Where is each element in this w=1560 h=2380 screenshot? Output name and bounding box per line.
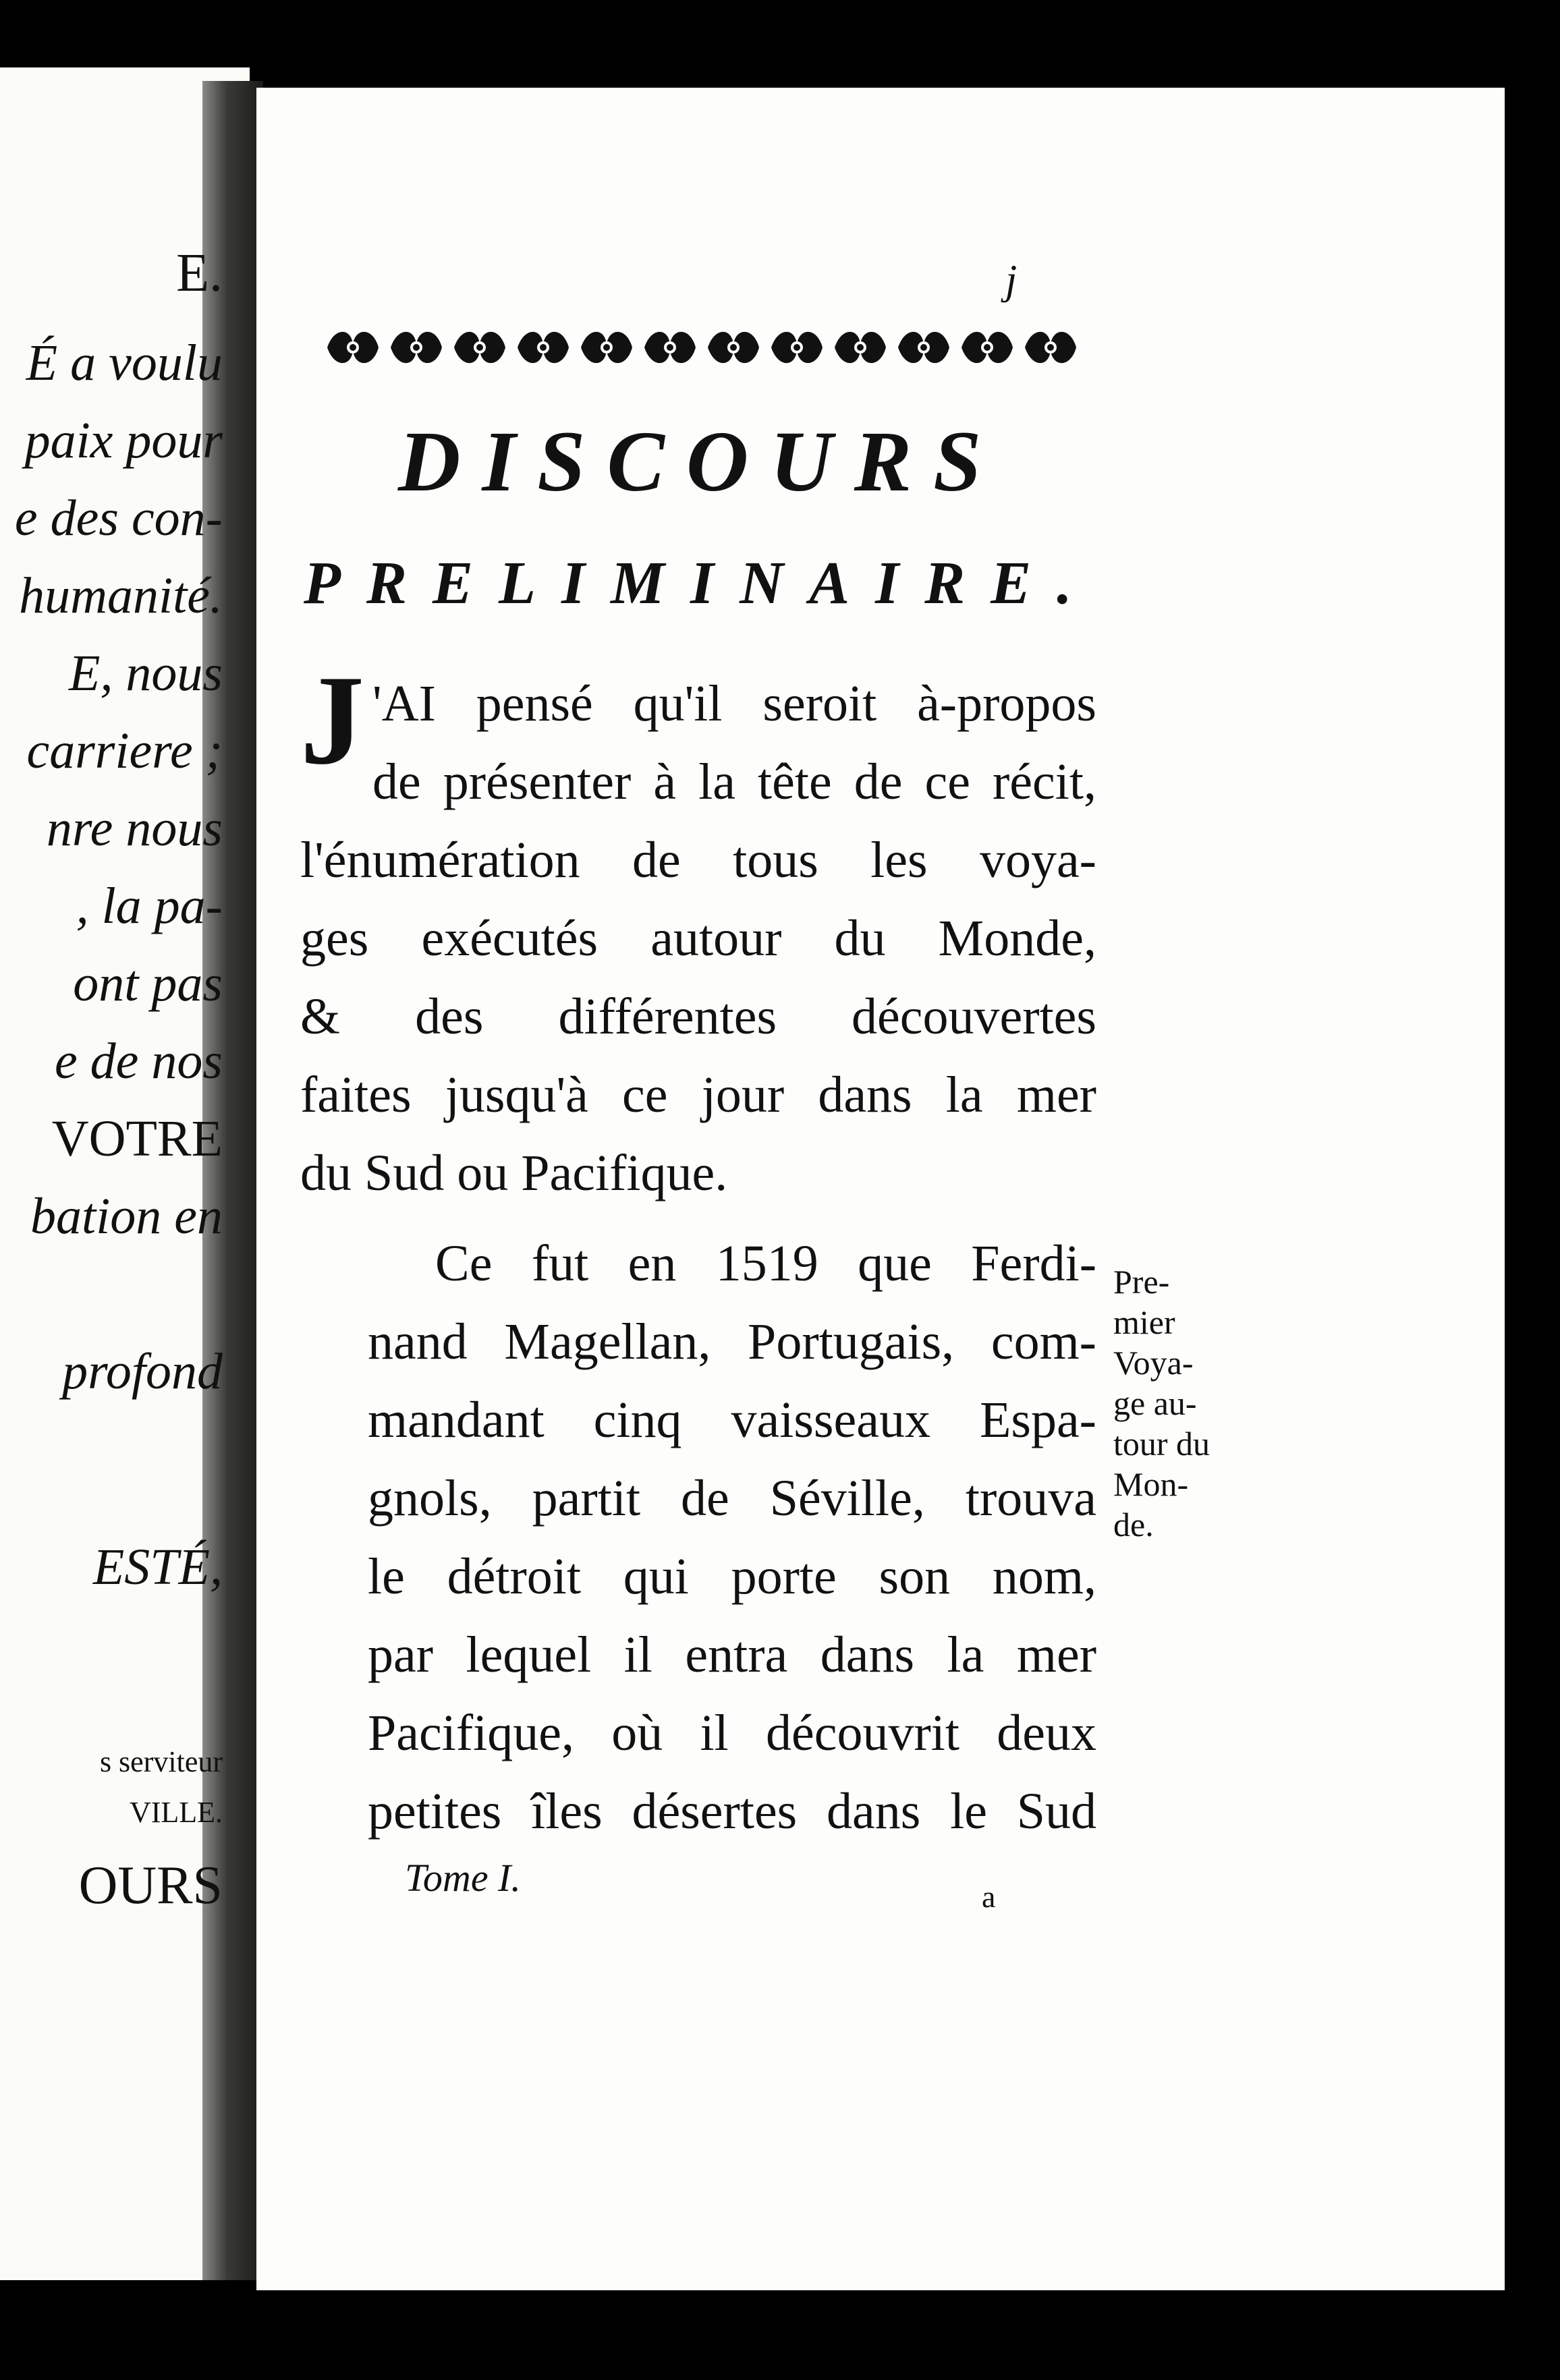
title: DISCOURS (398, 414, 1003, 509)
paragraph-1 (300, 650, 1096, 1212)
left-line: paix pour (24, 412, 223, 469)
left-line: VOTRE (51, 1110, 223, 1167)
page-number: j (1005, 257, 1018, 303)
text-line: 'AI pensé qu'il seroit à-propos (372, 675, 1096, 732)
left-line: nre nous (46, 800, 223, 857)
text-line: de présenter à la tête de ce récit, (372, 754, 1096, 810)
left-line: OURS (78, 1856, 223, 1915)
margin-note (1113, 1262, 1262, 1545)
text-line: Pacifique, où il découvrit deux (368, 1705, 1096, 1761)
left-line: carriere ; (26, 722, 223, 779)
text-line: ges exécutés autour du Monde, (300, 910, 1096, 967)
drop-cap: J (300, 650, 364, 791)
left-line: E, nous (69, 645, 223, 702)
margin-note-line: de. (1113, 1506, 1154, 1543)
text-line: nand Magellan, Portugais, com- (368, 1313, 1096, 1370)
text-line: Ce fut en 1519 que Ferdi- (435, 1235, 1096, 1292)
ornament-band (321, 317, 1090, 378)
text-line: mandant cinq vaisseaux Espa- (368, 1392, 1096, 1448)
margin-note-line: mier (1113, 1303, 1175, 1341)
margin-note-line: Mon- (1113, 1465, 1189, 1503)
text-line: du Sud ou Pacifique. (300, 1145, 728, 1201)
left-line: profond (62, 1343, 223, 1400)
left-line: , la pa- (76, 878, 223, 934)
margin-note-line: Pre- (1113, 1263, 1170, 1301)
subtitle: PRELIMINAIRE. (304, 550, 1098, 617)
text-line: faites jusqu'à ce jour dans la mer (300, 1067, 1096, 1123)
text-line: gnols, partit de Séville, trouva (368, 1470, 1096, 1527)
left-line: s serviteur (99, 1745, 223, 1778)
left-line: humanité. (19, 567, 223, 624)
signature-mark: a (982, 1879, 996, 1914)
left-line: bation en (30, 1188, 223, 1245)
paragraph-2 (300, 1224, 1096, 1850)
book-gutter (202, 81, 263, 2280)
left-line: e de nos (54, 1033, 223, 1089)
text-line: & des différentes découvertes (300, 988, 1096, 1045)
left-line: E. (176, 244, 223, 303)
text-line: par lequel il entra dans la mer (368, 1626, 1096, 1683)
text-line: le détroit qui porte son nom, (368, 1548, 1096, 1605)
left-line: É a voulu (26, 335, 223, 391)
left-line: VILLE. (129, 1796, 223, 1829)
text-line: l'énumération de tous les voya- (300, 832, 1096, 888)
margin-note-line: tour du (1113, 1425, 1210, 1463)
left-line: ESTÉ, (92, 1539, 223, 1595)
text-line: petites îles désertes dans le Sud (368, 1783, 1096, 1840)
left-line: e des con- (14, 490, 223, 546)
margin-note-line: ge au- (1113, 1384, 1197, 1422)
left-line: ont pas (73, 955, 223, 1012)
volume-signature: Tome I. (405, 1856, 521, 1900)
margin-note-line: Voya- (1113, 1344, 1194, 1382)
